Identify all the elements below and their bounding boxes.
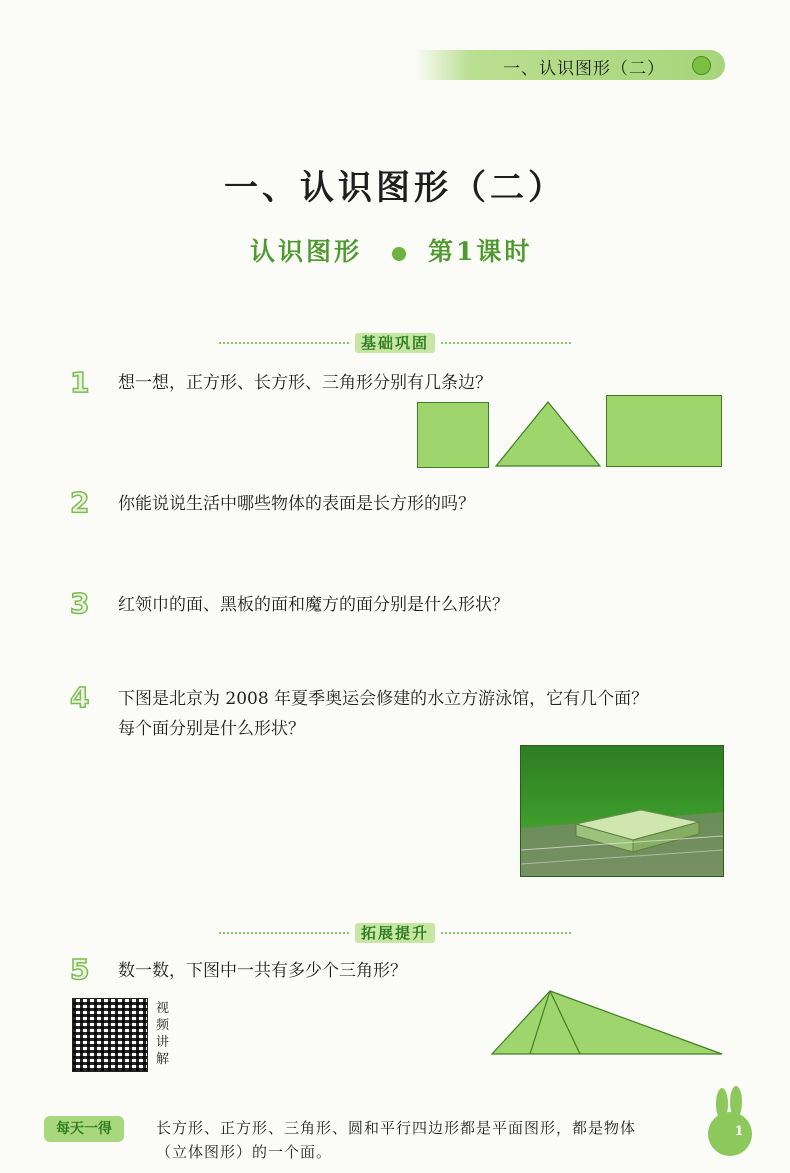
tip-line: （立体图形）的一个面。 <box>156 1143 333 1161</box>
chapter-header-text: 一、认识图形（二） <box>503 59 665 79</box>
page-title: 一、认识图形（二） <box>224 168 566 208</box>
rabbit-icon <box>700 1086 760 1166</box>
water-cube-illustration <box>521 746 723 876</box>
section-basic-header <box>0 332 790 353</box>
question-line: 数一数，下图中一共有多少个三角形？ <box>118 961 407 981</box>
question-line: 想一想，正方形、长方形、三角形分别有几条边？ <box>118 373 492 393</box>
question-number: 1 <box>70 366 90 399</box>
question-number: 4 <box>70 681 90 714</box>
dotted-divider <box>219 932 349 936</box>
topic-label: 认识图形 <box>250 237 363 266</box>
chapter-header-band <box>415 50 725 80</box>
question-line: 每个面分别是什么形状？ <box>118 719 305 739</box>
dotted-divider <box>219 342 349 346</box>
question-number: 5 <box>70 953 90 986</box>
square-figure <box>417 402 489 468</box>
question-text <box>118 368 492 398</box>
daily-tip-tag: 每天一得 <box>44 1116 124 1142</box>
qr-code[interactable] <box>72 998 148 1072</box>
apple-icon <box>692 56 711 75</box>
page-number: 1 <box>734 1124 744 1139</box>
triangle-count-figure <box>490 988 724 1058</box>
tip-line: 长方形、正方形、三角形、圆和平行四边形都是平面图形，都是物体 <box>156 1119 637 1137</box>
question-text <box>118 956 407 986</box>
dotted-divider <box>441 342 571 346</box>
question-line: 你能说说生活中哪些物体的表面是长方形的吗？ <box>118 494 475 514</box>
section-label: 拓展提升 <box>355 923 435 943</box>
question-line: 下图是北京为 2008 年夏季奥运会修建的水立方游泳馆，它有几个面？ <box>118 689 649 709</box>
question-line: 红领巾的面、黑板的面和魔方的面分别是什么形状？ <box>118 595 509 615</box>
triangle-figure <box>494 400 602 468</box>
dotted-divider <box>441 932 571 936</box>
apple-icon <box>392 247 406 261</box>
water-cube-photo <box>520 745 724 877</box>
section-extend-header <box>0 922 790 943</box>
rectangle-figure <box>606 395 722 467</box>
daily-tip-text <box>156 1116 716 1164</box>
question-number: 2 <box>70 486 90 519</box>
question-text <box>118 489 475 519</box>
question-text <box>118 590 509 620</box>
lesson-subtitle <box>250 232 532 268</box>
question-text <box>118 684 648 744</box>
section-label: 基础巩固 <box>355 333 435 353</box>
lesson-label: 第1课时 <box>428 237 533 266</box>
question-number: 3 <box>70 587 90 620</box>
qr-video-label: 视频讲解 <box>156 1001 170 1067</box>
